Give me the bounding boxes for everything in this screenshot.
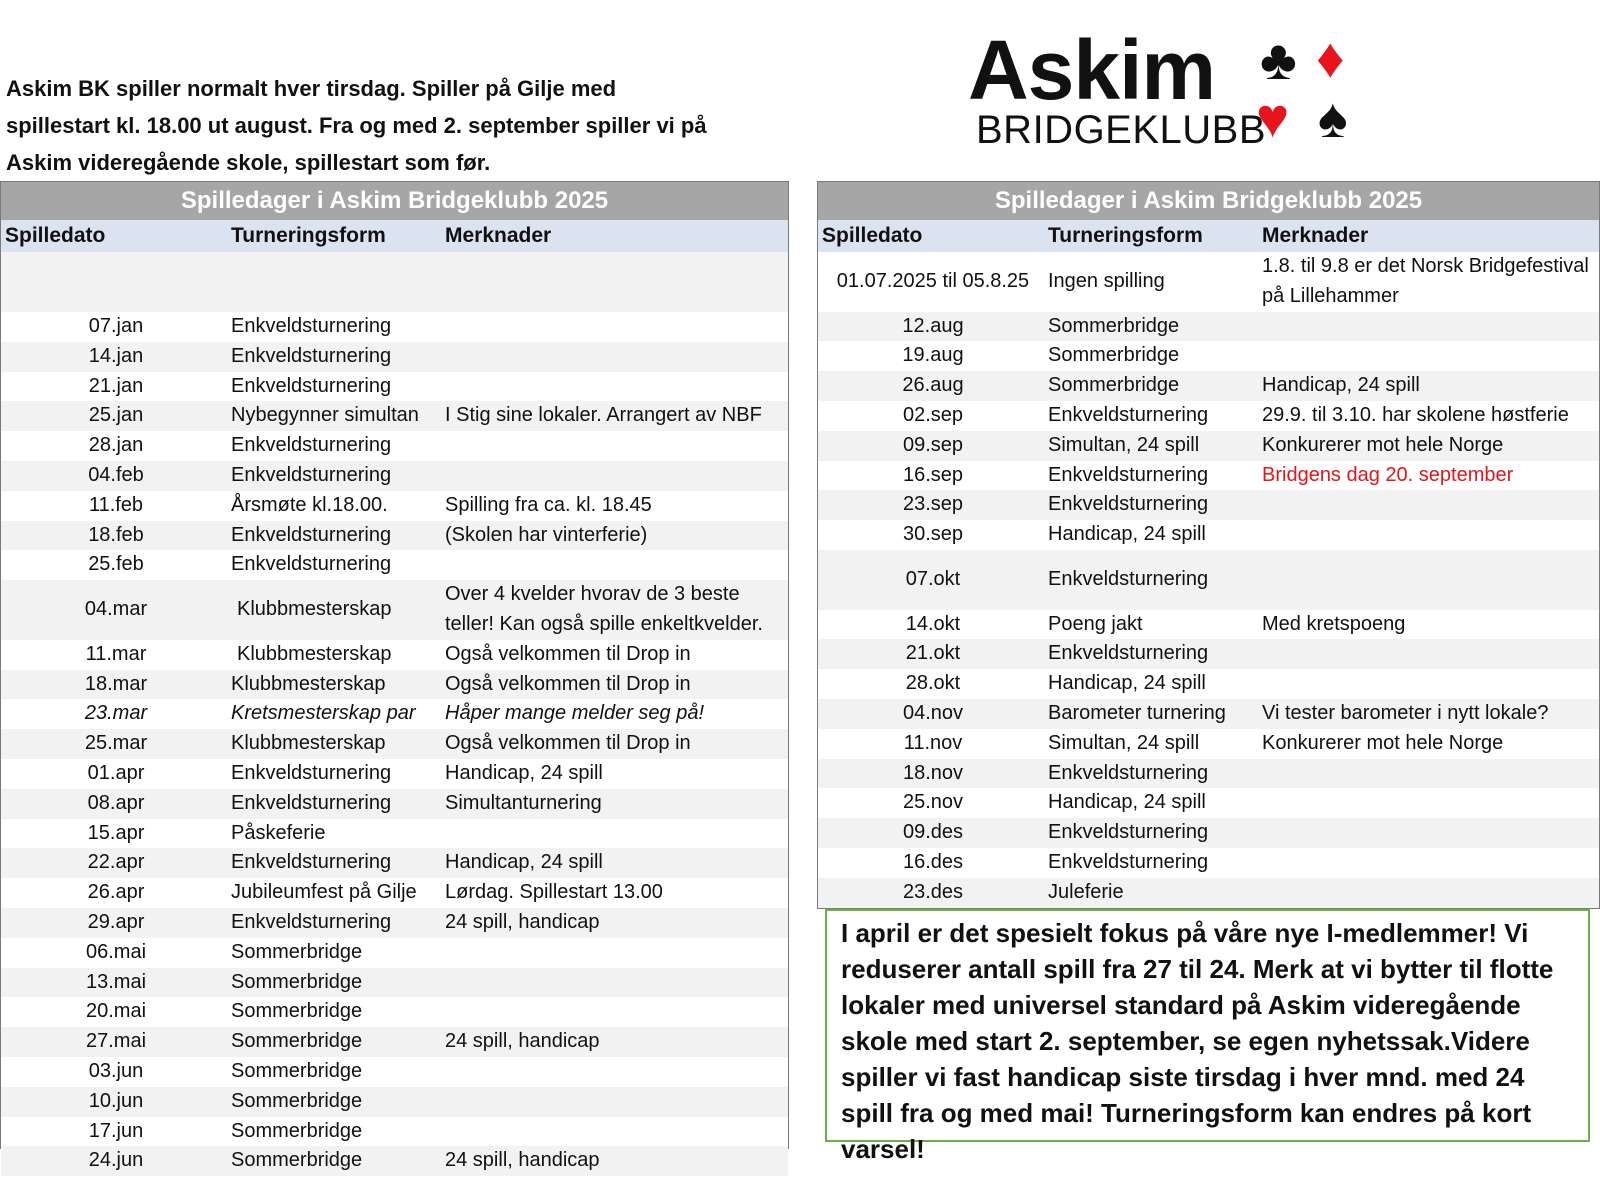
table-row [1,699,788,729]
date-cell: 14.okt [905,612,961,635]
table-row [818,788,1599,818]
date-cell: 22.apr [87,851,145,874]
note-cell: Også velkommen til Drop in [445,642,691,665]
table-row [818,401,1599,431]
form-cell: Handicap, 24 spill [1048,791,1206,814]
date-cell: 23.des [902,880,964,903]
table-row [818,461,1599,491]
date-cell: 28.jan [88,434,144,457]
form-cell: Sommerbridge [231,1119,363,1142]
table-row [1,878,788,908]
date-cell: 14.jan [88,344,144,367]
note-cell: Med kretspoeng [1262,612,1406,635]
table-row [1,1146,788,1176]
note-cell: 24 spill, handicap [445,910,600,933]
note-cell: 1.8. til 9.8 er det Norsk Bridgefestival på Lillehammer [1262,255,1589,307]
table-row [818,371,1599,401]
form-cell: Sommerbridge [231,1059,363,1082]
date-cell: 11.mar [85,642,147,665]
table-row [818,312,1599,342]
table-row [1,1117,788,1147]
table-title: Spilledager i Askim Bridgeklubb 2025 [1,182,788,220]
table-row [1,431,788,461]
table-row [1,342,788,372]
form-cell: Simultan, 24 spill [1048,433,1200,456]
table-row [1,312,788,342]
date-cell: 25.mar [84,732,148,755]
date-cell: 20.mai [85,1000,147,1023]
note-cell [441,1117,788,1147]
form-cell: Sommerbridge [1048,344,1180,367]
table-row [818,639,1599,669]
note-cell [1258,520,1599,550]
table-row [1,521,788,551]
form-cell: Enkveldsturnering [1048,463,1209,486]
date-cell: 25.jan [88,404,144,427]
table-row [1,461,788,491]
column-header-note: Merknader [445,224,552,247]
date-cell: 25.nov [902,791,964,814]
intro-line-2: spillestart kl. 18.00 ut august. Fra og med 2. september spiller vi på [6,113,707,138]
form-cell: Barometer turnering [1048,701,1226,724]
column-header-form: Turneringsform [231,224,386,247]
table-row [1,640,788,670]
form-cell: Sommerbridge [231,940,363,963]
form-cell: Enkveldsturnering [231,434,392,457]
table-row [1,759,788,789]
table-row [818,729,1599,759]
form-cell: Sommerbridge [1048,314,1180,337]
table-row [1,1087,788,1117]
info-note-box: I april er det spesielt fokus på våre nye I-medlemmer! Vi reduserer antall spill fra 27 til 24. Merk at vi bytter til flotte lokaler med universel standard på Askim videregående skole med start 2. september, se egen nyhetssak.Videre spiller vi fast handicap siste tirsdag i hver mnd. med 24 spill fra og med mai! Turneringsform kan endres på kort varsel! [825,909,1590,1142]
schedule-table-right [817,181,1600,909]
form-cell: Enkveldsturnering [231,463,392,486]
date-cell: 09.des [902,821,964,844]
date-cell: 07.okt [905,567,961,590]
note-cell [441,342,788,372]
date-cell: 26.apr [87,881,145,904]
date-cell: 15.apr [87,821,145,844]
form-cell: Enkveldsturnering [231,553,392,576]
form-cell: Enkveldsturnering [231,761,392,784]
note-cell: 24 spill, handicap [445,1030,600,1053]
form-cell: Simultan, 24 spill [1048,731,1200,754]
table-row [1,819,788,849]
note-cell [1258,788,1599,818]
form-cell: Handicap, 24 spill [1048,672,1206,695]
note-cell [441,819,788,849]
club-logo [968,23,1368,158]
table-row [1,997,788,1027]
date-cell: 17.jun [88,1119,144,1142]
date-cell: 04.nov [902,701,964,724]
form-cell: Enkveldsturnering [231,344,392,367]
form-cell: Enkveldsturnering [231,523,392,546]
note-cell [1258,639,1599,669]
note-cell [1258,818,1599,848]
note-cell: Simultanturnering [445,791,602,814]
table-row [1,968,788,998]
note-cell: 24 spill, handicap [445,1149,600,1172]
date-cell: 04.mar [84,598,148,621]
date-cell: 02.sep [902,403,964,426]
table-row [818,669,1599,699]
note-cell [1258,878,1599,908]
date-cell: 21.jan [88,374,144,397]
note-cell: 29.9. til 3.10. har skolene høstferie [1262,403,1569,426]
table-row [818,341,1599,371]
note-cell [1258,759,1599,789]
date-cell: 07.jan [88,315,144,337]
form-cell: Sommerbridge [231,970,363,993]
table-row [818,431,1599,461]
form-cell: Enkveldsturnering [1048,821,1209,844]
note-cell: Spilling fra ca. kl. 18.45 [445,493,652,516]
table-row [1,550,788,580]
date-cell: 23.sep [902,493,964,516]
date-cell: 10.jun [88,1089,144,1112]
table-row [818,610,1599,640]
date-cell: 16.des [902,850,964,873]
date-cell: 08.apr [87,791,145,814]
form-cell: Klubbmesterskap [231,732,386,755]
blank-row [1,252,788,312]
form-cell: Sommerbridge [231,1000,363,1023]
date-cell: 23.mar [84,702,148,725]
form-cell: Jubileumfest på Gilje [231,881,417,904]
note-cell: Lørdag. Spillestart 13.00 [445,881,663,904]
form-cell: Klubbmesterskap [231,672,386,695]
form-cell: Enkveldsturnering [231,851,392,874]
date-cell: 18.feb [88,523,144,546]
form-cell: Ingen spilling [1048,269,1165,292]
logo-word: Askim [968,23,1216,117]
form-cell: Sommerbridge [231,1089,363,1112]
table-row [1,491,788,521]
form-cell: Klubbmesterskap [237,642,392,665]
table-row [1,670,788,700]
column-header-form: Turneringsform [1048,224,1203,247]
table-row [1,848,788,878]
table-row [1,1027,788,1057]
date-cell: 16.sep [902,463,964,486]
column-header-date: Spilledato [5,224,106,247]
note-cell: Konkurerer mot hele Norge [1262,731,1504,754]
date-cell: 18.nov [902,761,964,784]
date-cell: 01.07.2025 til 05.8.25 [836,269,1030,292]
note-cell: I Stig sine lokaler. Arrangert av NBF [445,404,762,427]
note-cell [1258,490,1599,520]
intro-line-3: Askim videregående skole, spillestart som før. [6,150,491,175]
form-cell: Enkveldsturnering [1048,761,1209,784]
form-cell: Enkveldsturnering [1048,403,1209,426]
note-cell: Bridgens dag 20. september [1262,463,1514,486]
table-header-row [1,220,788,252]
table-row [818,878,1599,908]
note-cell: Vi tester barometer i nytt lokale? [1262,701,1549,724]
heart-suit-icon: ♥ [1256,86,1290,149]
note-cell [1258,341,1599,371]
date-cell: 29.apr [87,910,145,933]
form-cell: Sommerbridge [231,1030,363,1053]
note-cell: Handicap, 24 spill [1262,374,1420,397]
column-header-note: Merknader [1262,224,1369,247]
date-cell: 25.feb [88,553,144,576]
table-row [818,550,1599,610]
form-cell: Enkveldsturnering [1048,567,1209,590]
form-cell: Enkveldsturnering [1048,642,1209,665]
date-cell: 04.feb [88,463,144,486]
date-cell: 03.jun [88,1059,144,1082]
intro-text [6,70,796,181]
table-row [818,818,1599,848]
date-cell: 09.sep [902,433,964,456]
form-cell: Handicap, 24 spill [1048,523,1206,546]
note-cell [1258,669,1599,699]
form-cell: Enkveldsturnering [1048,493,1209,516]
table-row [1,729,788,759]
form-cell: Poeng jakt [1048,612,1143,635]
date-cell: 13.mai [85,970,147,993]
table-row [1,401,788,431]
table-row [818,252,1599,312]
form-cell: Nybegynner simultan [231,404,419,427]
form-cell: Klubbmesterskap [237,598,392,621]
table-row [1,372,788,402]
column-header-date: Spilledato [822,224,923,247]
table-row [1,938,788,968]
note-cell: Også velkommen til Drop in [445,672,691,695]
table-header-row [818,220,1599,252]
table-row [1,789,788,819]
note-cell: Over 4 kvelder hvorav de 3 beste teller! Kan også spille enkeltkvelder. [445,583,763,635]
form-cell: Enkveldsturnering [231,791,392,814]
date-cell: 24.jun [88,1149,144,1172]
note-cell [441,968,788,998]
form-cell: Påskeferie [231,821,326,844]
note-cell [441,431,788,461]
note-cell [441,312,788,342]
note-cell: (Skolen har vinterferie) [445,523,648,546]
date-cell: 01.apr [87,761,145,784]
note-cell [441,550,788,580]
table-row [818,759,1599,789]
note-cell: Også velkommen til Drop in [445,732,691,755]
table-row [818,699,1599,729]
table-row [1,908,788,938]
table-title: Spilledager i Askim Bridgeklubb 2025 [818,182,1599,220]
form-cell: Enkveldsturnering [1048,850,1209,873]
form-cell: Enkveldsturnering [231,910,392,933]
note-cell [441,461,788,491]
note-cell: Konkurerer mot hele Norge [1262,433,1504,456]
form-cell: Sommerbridge [1048,374,1180,397]
date-cell: 21.okt [905,642,961,665]
note-cell [1258,848,1599,878]
note-cell: Handicap, 24 spill [445,851,603,874]
date-cell: 11.feb [88,493,144,516]
note-cell: Håper mange melder seg på! [445,702,705,725]
date-cell: 27.mai [85,1030,147,1053]
table-row [818,520,1599,550]
date-cell: 28.okt [905,672,961,695]
note-cell [441,1057,788,1087]
form-cell: Kretsmesterskap par [231,702,416,725]
date-cell: 12.aug [902,314,964,337]
note-cell [441,372,788,402]
club-suit-icon: ♣ [1260,28,1297,91]
date-cell: 30.sep [902,523,964,546]
date-cell: 11.nov [903,731,963,754]
note-cell [441,938,788,968]
note-cell [1258,550,1599,610]
date-cell: 18.mar [84,672,148,695]
form-cell: Sommerbridge [231,1149,363,1172]
table-row [818,490,1599,520]
form-cell: Enkveldsturnering [231,315,392,337]
note-cell: Handicap, 24 spill [445,761,603,784]
form-cell: Juleferie [1048,880,1124,903]
form-cell: Enkveldsturnering [231,374,392,397]
table-row [1,1057,788,1087]
schedule-table-left [0,181,789,1172]
date-cell: 06.mai [85,940,147,963]
note-cell [441,997,788,1027]
note-cell [1258,312,1599,342]
date-cell: 26.aug [902,374,964,397]
table-row [1,580,788,640]
intro-line-1: Askim BK spiller normalt hver tirsdag. Spiller på Gilje med [6,76,617,101]
spade-suit-icon: ♠ [1318,86,1348,149]
note-cell [441,1087,788,1117]
date-cell: 19.aug [902,344,964,367]
diamond-suit-icon: ♦ [1316,26,1345,89]
form-cell: Årsmøte kl.18.00. [231,493,388,516]
table-row [818,848,1599,878]
logo-subtitle: BRIDGEKLUBB [976,108,1267,152]
